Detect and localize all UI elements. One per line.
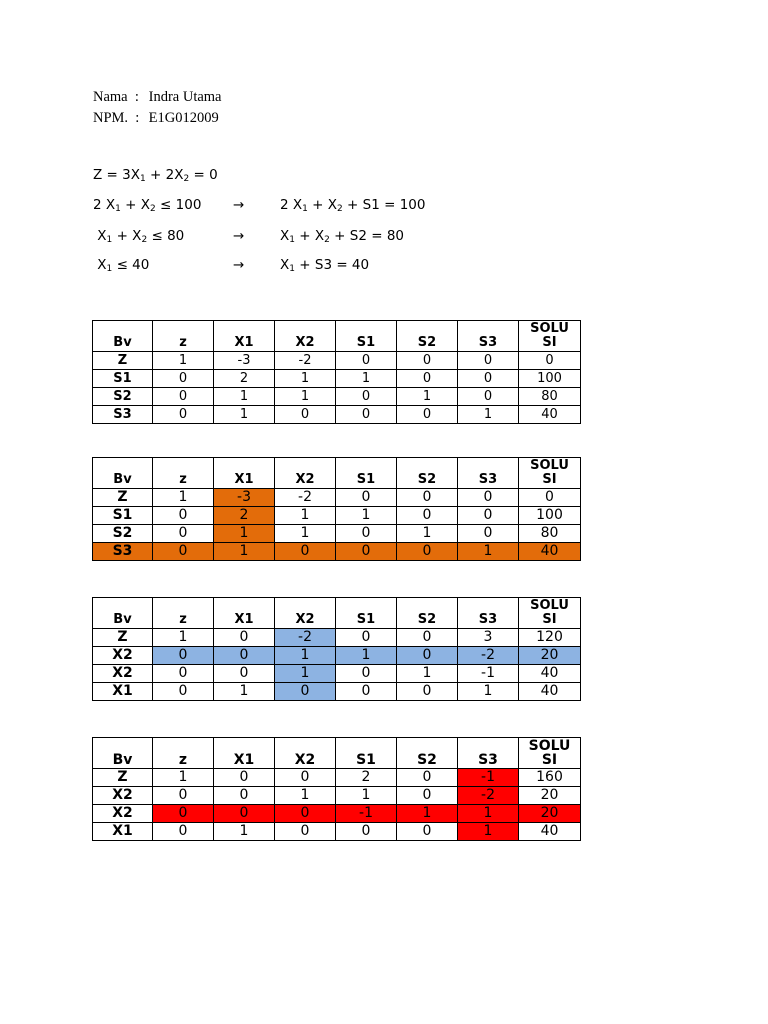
table-cell: 2 — [214, 507, 275, 525]
table-cell: 1 — [275, 665, 336, 683]
column-header: SOLU SI — [519, 458, 581, 489]
arrow-icon: → — [233, 228, 245, 244]
table-cell: 20 — [519, 787, 581, 805]
table-cell: 0 — [153, 507, 214, 525]
constraint-rhs: $X_1 + X_2 + S2 = 80$ — [280, 228, 404, 245]
table-cell: 1 — [458, 805, 519, 823]
table-cell: 20 — [519, 805, 581, 823]
constraint-lhs: 2 $X_1 + X_2 \le 100$ — [93, 197, 202, 214]
table-cell: 0 — [214, 665, 275, 683]
table-cell: 1 — [214, 823, 275, 841]
table-cell: 40 — [519, 406, 581, 424]
table-cell: 1 — [458, 683, 519, 701]
table-cell: 0 — [336, 525, 397, 543]
table-cell: 100 — [519, 507, 581, 525]
table-cell: 0 — [519, 489, 581, 507]
table-header-row — [93, 458, 581, 489]
table-row — [93, 787, 581, 805]
table-cell: 1 — [336, 507, 397, 525]
table-cell: 0 — [153, 665, 214, 683]
table-header-row — [93, 598, 581, 629]
basic-variable-cell: S2 — [93, 388, 153, 406]
table-row — [93, 629, 581, 647]
table-cell: 1 — [397, 805, 458, 823]
table-cell: 0 — [153, 543, 214, 561]
column-header: S2 — [397, 598, 458, 629]
basic-variable-cell: Z — [93, 769, 153, 787]
npm-row — [93, 108, 222, 129]
column-header: S2 — [397, 321, 458, 352]
table-cell: 0 — [397, 370, 458, 388]
basic-variable-cell: X2 — [93, 665, 153, 683]
table-cell: 1 — [397, 665, 458, 683]
table-cell: 100 — [519, 370, 581, 388]
table-cell: 0 — [275, 769, 336, 787]
table-cell: -1 — [336, 805, 397, 823]
column-header: z — [153, 458, 214, 489]
basic-variable-cell: S1 — [93, 507, 153, 525]
table-row — [93, 769, 581, 787]
table-cell: 1 — [214, 683, 275, 701]
column-header: S1 — [336, 321, 397, 352]
table-cell: -1 — [458, 769, 519, 787]
column-header: X1 — [214, 598, 275, 629]
column-header: S2 — [397, 738, 458, 769]
table-cell: -3 — [214, 352, 275, 370]
table-cell: 0 — [275, 543, 336, 561]
table-cell: 0 — [336, 489, 397, 507]
column-header: X1 — [214, 321, 275, 352]
table-cell: 0 — [397, 507, 458, 525]
column-header: Bv — [93, 598, 153, 629]
table-row — [93, 683, 581, 701]
table-cell: 0 — [458, 525, 519, 543]
table-cell: 0 — [153, 370, 214, 388]
arrow-icon: → — [233, 257, 245, 273]
table-cell: 20 — [519, 647, 581, 665]
table-row — [93, 647, 581, 665]
table-cell: 1 — [153, 629, 214, 647]
table-cell: -2 — [458, 787, 519, 805]
table-row — [93, 805, 581, 823]
basic-variable-cell: S3 — [93, 543, 153, 561]
basic-variable-cell: S2 — [93, 525, 153, 543]
table-cell: 0 — [336, 683, 397, 701]
simplex-table-4 — [92, 737, 581, 841]
column-header: X1 — [214, 458, 275, 489]
name-value: Indra Utama — [145, 89, 222, 105]
table-cell: 0 — [336, 823, 397, 841]
table-cell: 80 — [519, 388, 581, 406]
column-header: SOLU SI — [519, 321, 581, 352]
table-cell: -2 — [275, 352, 336, 370]
table-row — [93, 388, 581, 406]
table-cell: 0 — [336, 665, 397, 683]
table-cell: 0 — [458, 507, 519, 525]
column-header: z — [153, 738, 214, 769]
table-cell: 160 — [519, 769, 581, 787]
table-cell: 40 — [519, 683, 581, 701]
table-cell: 1 — [336, 787, 397, 805]
table-cell: 0 — [397, 489, 458, 507]
column-header: S1 — [336, 738, 397, 769]
table-cell: 1 — [153, 352, 214, 370]
column-header: S3 — [458, 321, 519, 352]
constraint-rhs: 2 $X_1 + X_2 + S1 = 100$ — [280, 197, 426, 214]
constraint-rhs: $X_1 + S3 = 40$ — [280, 257, 370, 274]
basic-variable-cell: S3 — [93, 406, 153, 424]
table-cell: 80 — [519, 525, 581, 543]
column-header: SOLU SI — [519, 598, 581, 629]
table-cell: 0 — [519, 352, 581, 370]
constraint-lhs: $X_1 + X_2 \le 80$ — [93, 228, 185, 245]
table-cell: 0 — [214, 787, 275, 805]
table-cell: 0 — [153, 406, 214, 424]
table-row — [93, 525, 581, 543]
column-header: X1 — [214, 738, 275, 769]
table-cell: 40 — [519, 543, 581, 561]
table-cell: 1 — [275, 787, 336, 805]
basic-variable-cell: S1 — [93, 370, 153, 388]
subscript: 1 — [139, 174, 146, 184]
column-header: z — [153, 598, 214, 629]
table-row — [93, 370, 581, 388]
column-header: S1 — [336, 598, 397, 629]
basic-variable-cell: X1 — [93, 823, 153, 841]
table-cell: 0 — [153, 647, 214, 665]
table-cell: 0 — [397, 787, 458, 805]
table-cell: 2 — [214, 370, 275, 388]
arrow-icon: → — [233, 197, 245, 213]
table-cell: -2 — [275, 489, 336, 507]
column-header: Bv — [93, 458, 153, 489]
table-cell: 0 — [153, 787, 214, 805]
basic-variable-cell: Z — [93, 352, 153, 370]
column-header: X2 — [275, 598, 336, 629]
table-cell: -3 — [214, 489, 275, 507]
table-cell: 0 — [336, 388, 397, 406]
table-cell: 1 — [458, 543, 519, 561]
table-cell: 1 — [214, 543, 275, 561]
table-cell: 0 — [214, 805, 275, 823]
table-cell: 0 — [214, 629, 275, 647]
table-cell: 3 — [458, 629, 519, 647]
basic-variable-cell: Z — [93, 629, 153, 647]
column-header: Bv — [93, 738, 153, 769]
name-row — [93, 87, 222, 108]
objective-part: Z = 3X — [93, 167, 140, 183]
table-cell: 1 — [153, 769, 214, 787]
table-row — [93, 665, 581, 683]
table-cell: 1 — [397, 388, 458, 406]
table-cell: 1 — [275, 525, 336, 543]
table-cell: 0 — [336, 543, 397, 561]
student-info — [93, 87, 222, 129]
table-cell: 1 — [336, 647, 397, 665]
table-cell: 0 — [153, 683, 214, 701]
table-cell: -1 — [458, 665, 519, 683]
basic-variable-cell: X1 — [93, 683, 153, 701]
table-cell: 1 — [214, 525, 275, 543]
constraint-lhs: $X_1 \le 40$ — [93, 257, 150, 274]
table-cell: 0 — [336, 629, 397, 647]
column-header: S3 — [458, 458, 519, 489]
table-cell: 0 — [275, 683, 336, 701]
table-cell: -2 — [275, 629, 336, 647]
table-header-row — [93, 738, 581, 769]
table-cell: 0 — [275, 823, 336, 841]
table-cell: 0 — [214, 647, 275, 665]
table-cell: 0 — [336, 352, 397, 370]
column-header: z — [153, 321, 214, 352]
table-cell: 1 — [275, 507, 336, 525]
table-cell: 0 — [336, 406, 397, 424]
column-header: S1 — [336, 458, 397, 489]
name-label: Nama : — [93, 89, 139, 105]
table-cell: 0 — [153, 388, 214, 406]
objective-function — [93, 166, 218, 184]
subscript: 2 — [183, 174, 190, 184]
basic-variable-cell: X2 — [93, 805, 153, 823]
table-cell: 1 — [275, 647, 336, 665]
objective-part: + 2X — [145, 167, 184, 183]
table-cell: 40 — [519, 823, 581, 841]
table-cell: 40 — [519, 665, 581, 683]
column-header: S3 — [458, 598, 519, 629]
table-cell: 0 — [153, 525, 214, 543]
column-header: S2 — [397, 458, 458, 489]
table-cell: 1 — [458, 823, 519, 841]
basic-variable-cell: Z — [93, 489, 153, 507]
table-cell: 0 — [397, 823, 458, 841]
basic-variable-cell: X2 — [93, 647, 153, 665]
column-header: SOLU SI — [519, 738, 581, 769]
column-header: Bv — [93, 321, 153, 352]
table-cell: 0 — [275, 406, 336, 424]
table-cell: 1 — [153, 489, 214, 507]
table-row — [93, 406, 581, 424]
table-cell: 0 — [397, 683, 458, 701]
simplex-table-3 — [92, 597, 581, 701]
table-cell: 0 — [458, 352, 519, 370]
table-cell: 1 — [397, 525, 458, 543]
column-header: X2 — [275, 738, 336, 769]
table-cell: -2 — [458, 647, 519, 665]
table-cell: 1 — [336, 370, 397, 388]
table-cell: 0 — [397, 629, 458, 647]
npm-value: E1G012009 — [145, 110, 219, 126]
table-cell: 0 — [153, 805, 214, 823]
table-cell: 0 — [397, 406, 458, 424]
table-cell: 0 — [458, 489, 519, 507]
column-header: X2 — [275, 458, 336, 489]
table-cell: 1 — [275, 388, 336, 406]
column-header: S3 — [458, 738, 519, 769]
table-cell: 0 — [458, 388, 519, 406]
column-header: X2 — [275, 321, 336, 352]
table-cell: 2 — [336, 769, 397, 787]
table-row — [93, 823, 581, 841]
table-cell: 0 — [397, 769, 458, 787]
table-row — [93, 507, 581, 525]
table-row — [93, 543, 581, 561]
table-cell: 0 — [275, 805, 336, 823]
table-cell: 1 — [275, 370, 336, 388]
table-row — [93, 352, 581, 370]
table-cell: 0 — [458, 370, 519, 388]
table-cell: 1 — [458, 406, 519, 424]
table-cell: 0 — [397, 352, 458, 370]
table-header-row — [93, 321, 581, 352]
npm-label: NPM. : — [93, 110, 140, 126]
objective-part: = 0 — [189, 167, 218, 183]
table-row — [93, 489, 581, 507]
table-cell: 1 — [214, 388, 275, 406]
simplex-table-1 — [92, 320, 581, 424]
table-cell: 0 — [397, 647, 458, 665]
table-cell: 0 — [153, 823, 214, 841]
table-cell: 0 — [214, 769, 275, 787]
simplex-table-2 — [92, 457, 581, 561]
basic-variable-cell: X2 — [93, 787, 153, 805]
table-cell: 120 — [519, 629, 581, 647]
table-cell: 0 — [397, 543, 458, 561]
table-cell: 1 — [214, 406, 275, 424]
